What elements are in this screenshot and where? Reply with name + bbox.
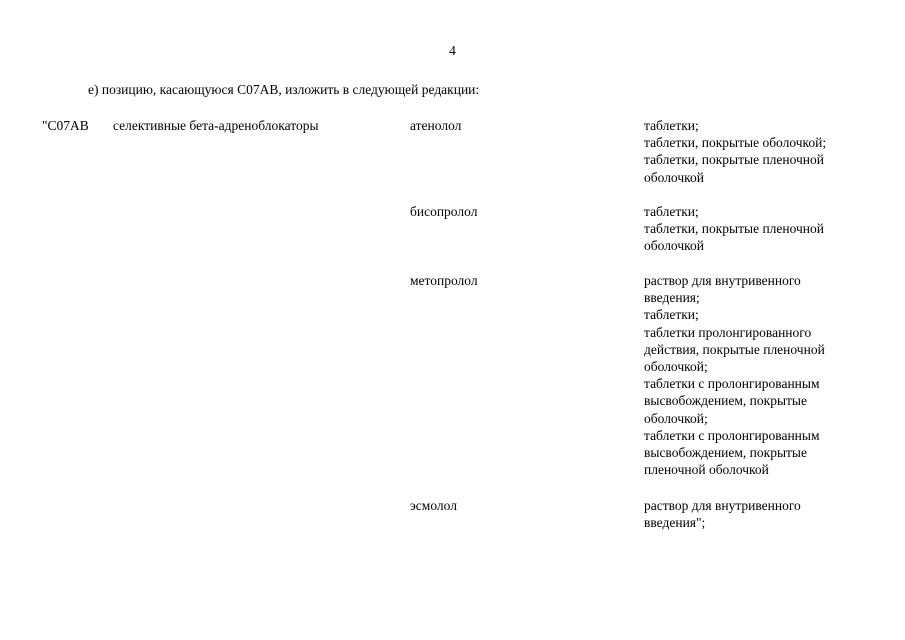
dosage-form-line: оболочкой [644,238,704,254]
dosage-form-line: таблетки, покрытые пленочной [644,152,825,168]
dosage-forms [644,117,869,186]
dosage-form-line: раствор для внутривенного [644,273,801,288]
dosage-form-line: высвобождением, покрытые [644,393,807,409]
dosage-form-line: оболочкой; [644,410,708,426]
page-number: 4 [449,43,456,58]
dosage-form-line: раствор для внутривенного [644,498,801,513]
dosage-form-line: таблетки; [644,204,699,219]
dosage-forms [644,272,869,478]
dosage-form-line: таблетки, покрытые пленочной [644,221,825,237]
dosage-form-line: введения"; [644,515,706,531]
intro-paragraph: е) позицию, касающуюся C07AB, изложить в следующей редакции: [88,82,480,97]
dosage-form-line: таблетки; [644,307,699,323]
group-name: селективные бета-адреноблокаторы [113,118,319,133]
drug-name: бисопролол [410,204,478,219]
dosage-form-line: введения; [644,290,700,306]
dosage-form-line: высвобождением, покрытые [644,445,807,461]
drug-name: эсмолол [410,498,457,513]
dosage-forms [644,497,869,531]
dosage-form-line: таблетки; [644,118,699,133]
drug-name: атенолол [410,118,462,133]
drug-name: метопролол [410,273,478,288]
dosage-form-line: таблетки, покрытые оболочкой; [644,135,827,151]
dosage-forms [644,203,869,255]
atc-code: "C07AB [42,118,89,133]
dosage-form-line: пленочной оболочкой [644,462,769,478]
dosage-form-line: таблетки с пролонгированным [644,427,820,443]
dosage-form-line: таблетки с пролонгированным [644,376,820,392]
dosage-form-line: таблетки пролонгированного [644,324,812,340]
dosage-form-line: действия, покрытые пленочной [644,341,825,357]
dosage-form-line: оболочкой; [644,359,708,375]
dosage-form-line: оболочкой [644,169,704,185]
